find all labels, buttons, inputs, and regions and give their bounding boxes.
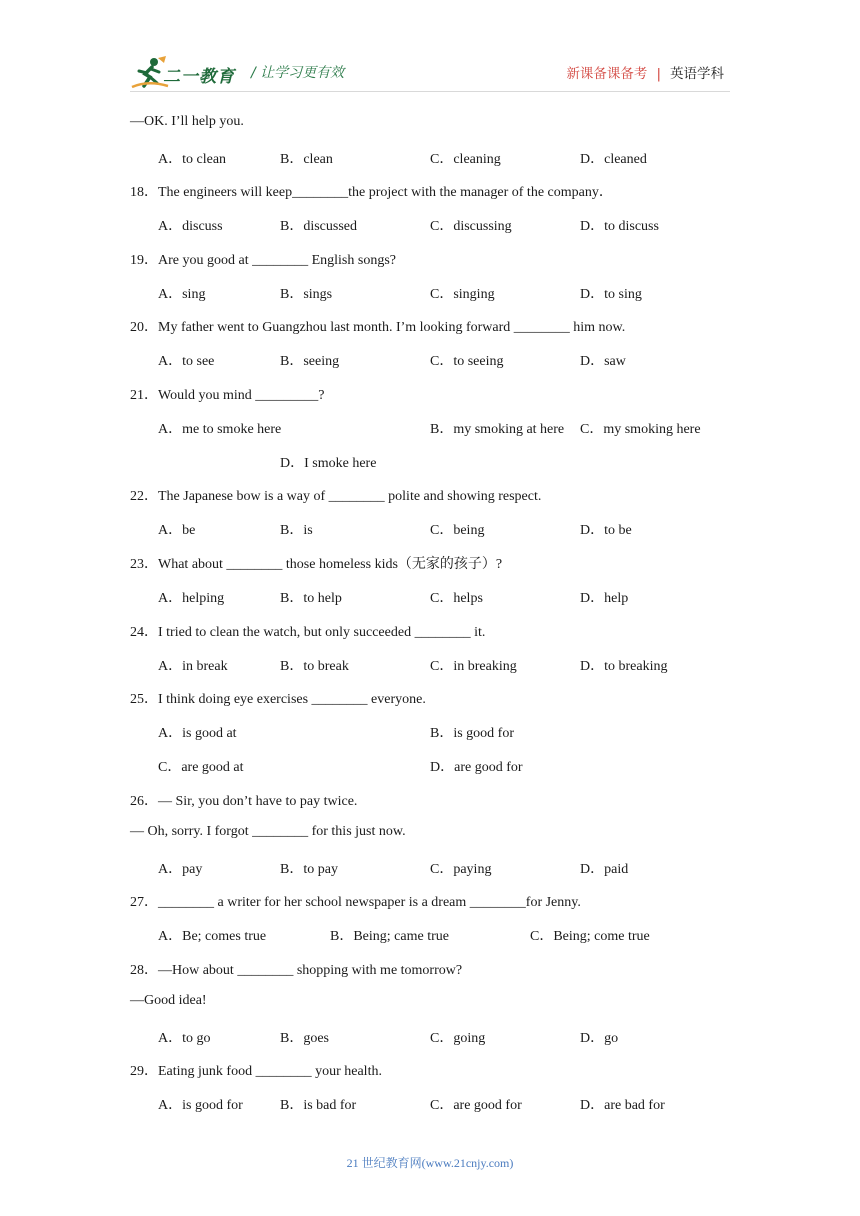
question-22-stem: 22．The Japanese bow is a way of ________ polite and showing respect.	[130, 489, 542, 504]
header-subject	[566, 62, 724, 82]
question-24-stem: 24．I tried to clean the watch, but only succeeded ________ it.	[130, 625, 486, 640]
option-c: C．Being; come true	[530, 929, 650, 944]
option-b: B．is good for	[430, 726, 514, 741]
option-b: B．is bad for	[280, 1098, 357, 1113]
option-d: D．to sing	[580, 287, 642, 302]
option-c: C．cleaning	[430, 152, 501, 167]
header-subject-label: 英语学科	[670, 66, 724, 82]
option-d: D．to discuss	[580, 219, 659, 234]
option-a: A．discuss	[158, 219, 223, 234]
option-c: C．discussing	[430, 219, 512, 234]
question-29-stem: 29．Eating junk food ________ your health.	[130, 1064, 382, 1079]
option-d: D．cleaned	[580, 152, 647, 167]
option-d: D．help	[580, 591, 629, 606]
option-a: A．to see	[158, 354, 215, 369]
option-b: B．goes	[280, 1031, 329, 1046]
option-a: A．me to smoke here	[158, 422, 282, 437]
option-c: C．to seeing	[430, 354, 504, 369]
option-a: A．Be; comes true	[158, 929, 267, 944]
header-course-label: 新课备课备考	[566, 66, 648, 82]
logo-text: 二一教育	[163, 67, 235, 87]
page-footer: 21 世纪教育网(www.21cnjy.com)	[346, 1156, 514, 1170]
brand-logo	[130, 56, 240, 90]
question-21-stem: 21．Would you mind _________?	[130, 388, 325, 403]
option-c: C．helps	[430, 591, 483, 606]
question-18-stem: 18．The engineers will keep________the project with the manager of the company．	[130, 185, 613, 200]
question-23-stem: 23．What about ________ those homeless kids（无家的孩子）?	[130, 557, 503, 572]
option-c: C．are good for	[430, 1098, 522, 1113]
header-divider	[130, 91, 730, 92]
option-b: B．to pay	[280, 862, 338, 877]
option-b: B．my smoking at here	[430, 422, 565, 437]
option-b: B．to break	[280, 659, 349, 674]
slogan: / 让学习更有效	[251, 65, 345, 81]
option-a: A．pay	[158, 862, 203, 877]
question-26-reply: — Oh, sorry. I forgot ________ for this just now.	[130, 824, 406, 839]
header-separator: |	[656, 66, 661, 82]
option-d: D．go	[580, 1031, 619, 1046]
option-c: C．being	[430, 523, 485, 538]
option-d: D．to be	[580, 523, 632, 538]
option-b: B．Being; came true	[330, 929, 449, 944]
question-19-stem: 19．Are you good at ________ English songs?	[130, 253, 396, 268]
option-b: B．sings	[280, 287, 333, 302]
option-b: B．to help	[280, 591, 342, 606]
option-a: A．be	[158, 523, 196, 538]
option-c: C．paying	[430, 862, 492, 877]
option-a: A．is good at	[158, 726, 237, 741]
option-a: A．is good for	[158, 1098, 243, 1113]
option-a: A．helping	[158, 591, 225, 606]
option-d: D．are good for	[430, 760, 523, 775]
option-b: B．is	[280, 523, 313, 538]
question-20-stem: 20．My father went to Guangzhou last month. I’m looking forward ________ him now.	[130, 320, 626, 335]
option-d: D．to breaking	[580, 659, 668, 674]
option-d: D．are bad for	[580, 1098, 665, 1113]
option-d: D．saw	[580, 354, 626, 369]
dialogue-line: —OK. I’ll help you.	[130, 114, 244, 129]
option-b: B．clean	[280, 152, 333, 167]
option-c: C．in breaking	[430, 659, 517, 674]
option-a: A．to go	[158, 1031, 211, 1046]
question-28-stem: 28．—How about ________ shopping with me tomorrow?	[130, 963, 463, 978]
page-header	[0, 0, 860, 100]
option-a: A．sing	[158, 287, 206, 302]
question-28-reply: —Good idea!	[130, 993, 207, 1008]
question-27-stem: 27．________ a writer for her school newspaper is a dream ________for Jenny.	[130, 895, 581, 910]
option-c: C．singing	[430, 287, 495, 302]
option-c: C．are good at	[158, 760, 244, 775]
option-a: A．in break	[158, 659, 228, 674]
option-c: C．going	[430, 1031, 486, 1046]
option-c: C．my smoking here	[580, 422, 701, 437]
option-d: D．paid	[580, 862, 629, 877]
option-d: D．I smoke here	[280, 456, 377, 471]
option-b: B．seeing	[280, 354, 340, 369]
option-a: A．to clean	[158, 152, 227, 167]
question-25-stem: 25．I think doing eye exercises ________ everyone.	[130, 692, 426, 707]
question-26-stem: 26．— Sir, you don’t have to pay twice.	[130, 794, 358, 809]
option-b: B．discussed	[280, 219, 357, 234]
